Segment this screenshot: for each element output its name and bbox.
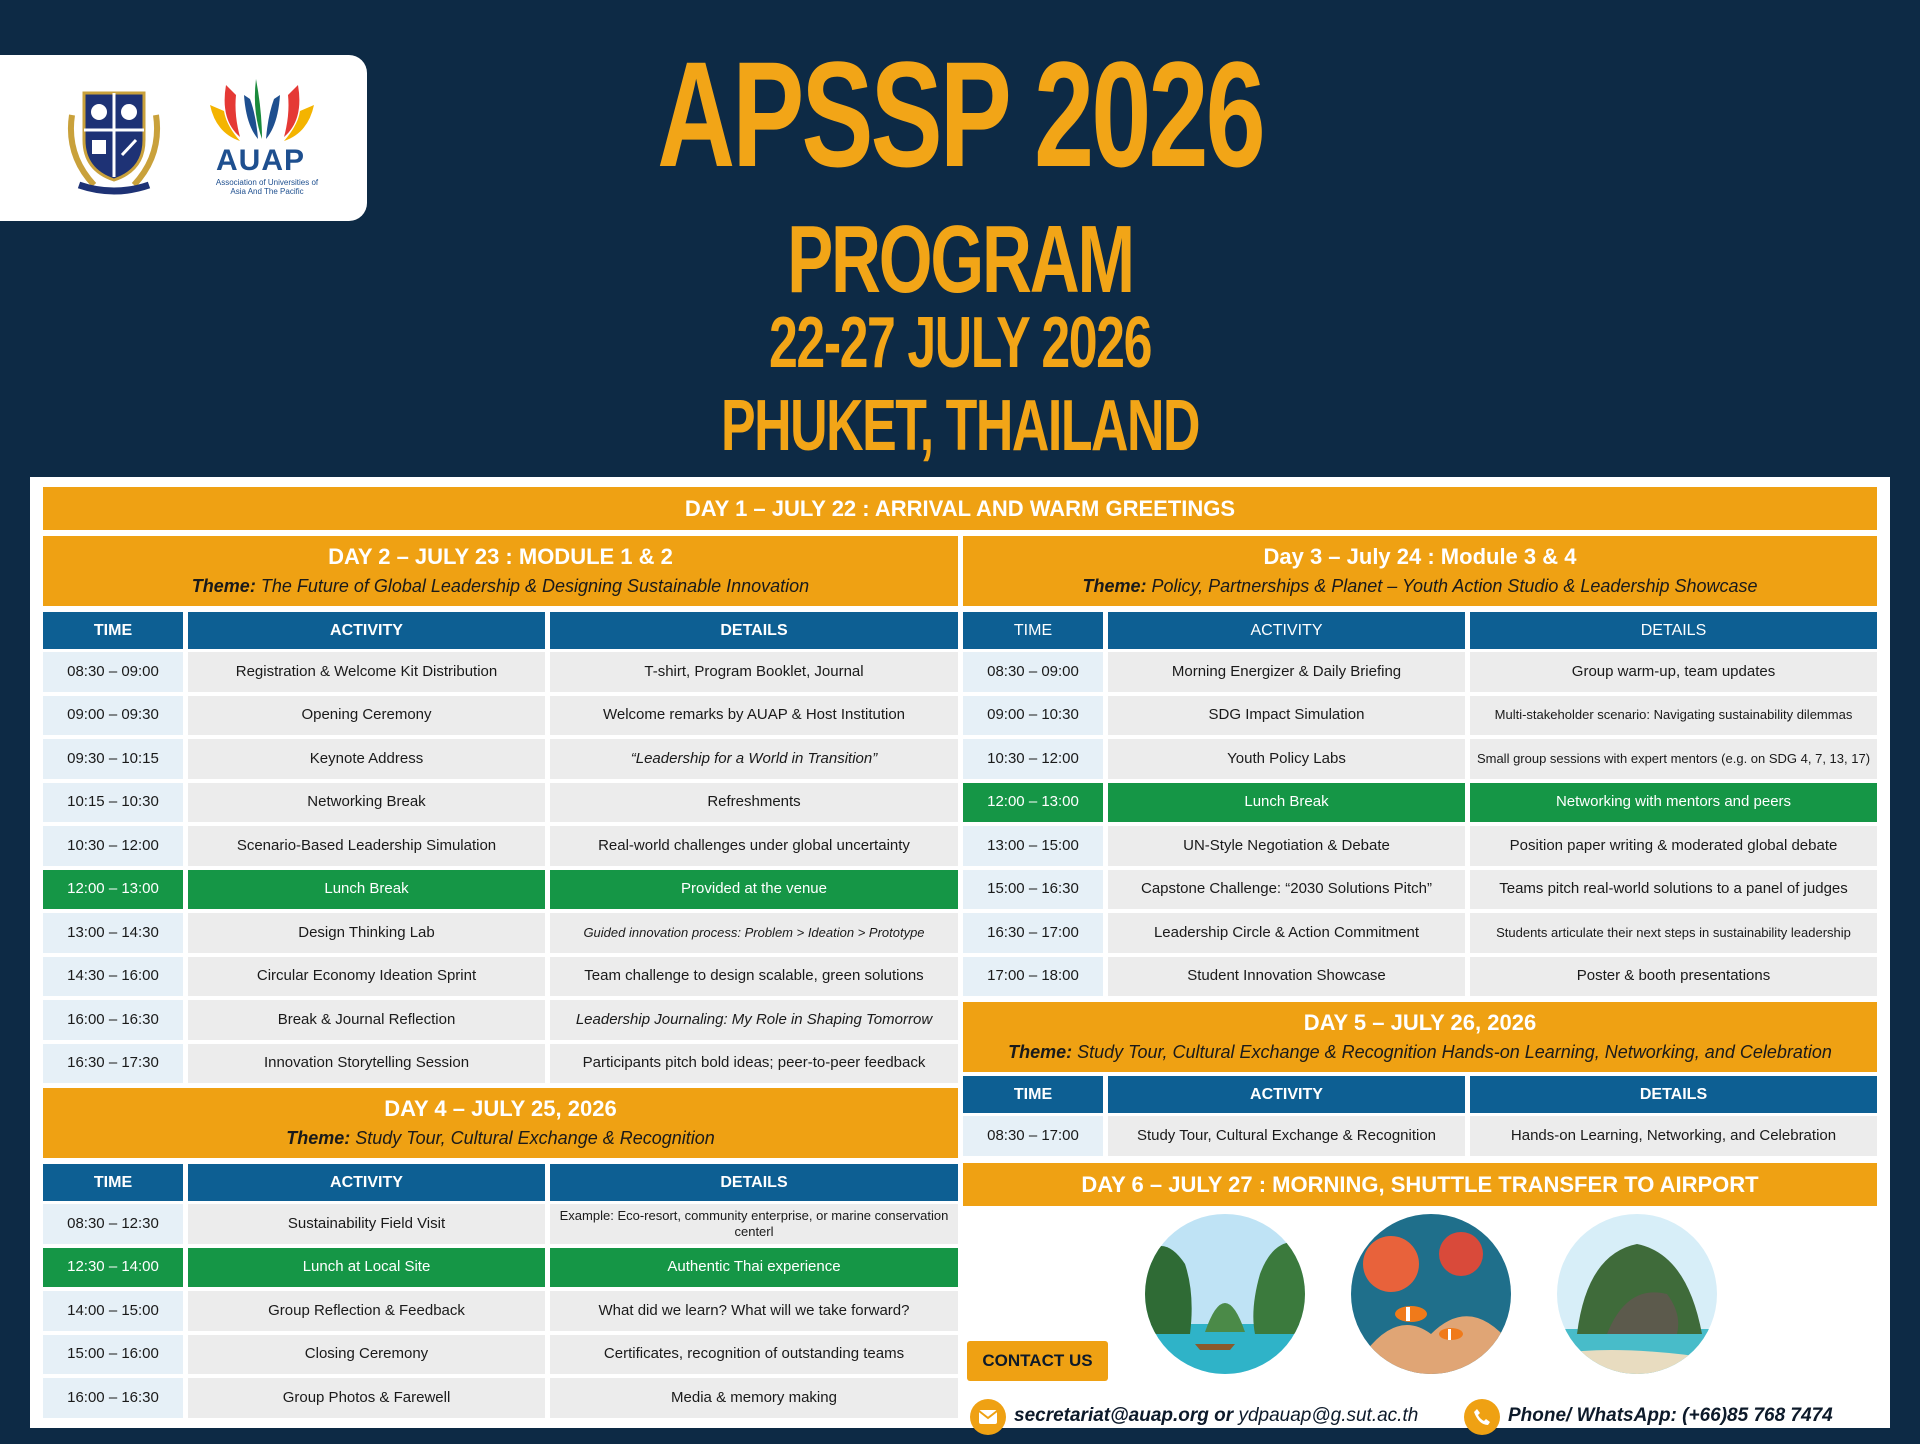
day2-row-details: Welcome remarks by AUAP & Host Institution bbox=[550, 696, 958, 736]
day4-row-activity: Closing Ceremony bbox=[188, 1335, 545, 1375]
island-bay-photo bbox=[1145, 1214, 1305, 1374]
day3-row-activity: Lunch Break bbox=[1108, 783, 1465, 823]
day2-row-activity: Break & Journal Reflection bbox=[188, 1000, 545, 1040]
day2-heading: DAY 2 – JULY 23 : MODULE 1 & 2 bbox=[328, 544, 673, 569]
day3-heading: Day 3 – July 24 : Module 3 & 4 bbox=[1263, 544, 1577, 569]
email-or: or bbox=[1214, 1405, 1234, 1426]
day3-row-activity: Youth Policy Labs bbox=[1108, 739, 1465, 779]
email-icon bbox=[970, 1399, 1006, 1435]
day3-row-time: 15:00 – 16:30 bbox=[963, 870, 1103, 910]
email-secondary[interactable]: ydpauap@g.sut.ac.th bbox=[1238, 1405, 1419, 1426]
day3-row-details: Networking with mentors and peers bbox=[1470, 783, 1877, 823]
day4-row-time: 16:00 – 16:30 bbox=[43, 1378, 183, 1418]
university-crest-icon bbox=[64, 85, 164, 197]
day2-row-time: 16:00 – 16:30 bbox=[43, 1000, 183, 1040]
day2-row-activity: Registration & Welcome Kit Distribution bbox=[188, 652, 545, 692]
day2-row-time: 10:15 – 10:30 bbox=[43, 783, 183, 823]
day6-heading: DAY 6 – JULY 27 : MORNING, SHUTTLE TRANSFER TO AIRPORT bbox=[1081, 1172, 1759, 1197]
day2-banner bbox=[43, 536, 958, 606]
day2-row-time: 10:30 – 12:00 bbox=[43, 826, 183, 866]
day3-row-details: Position paper writing & moderated global debate bbox=[1470, 826, 1877, 866]
day2-row-time: 14:30 – 16:00 bbox=[43, 957, 183, 997]
day2-row-details: Guided innovation process: Problem > Ideation > Prototype bbox=[550, 913, 958, 953]
day5-heading: DAY 5 – JULY 26, 2026 bbox=[1303, 1010, 1537, 1035]
event-dates: 22-27 JULY 2026 bbox=[769, 303, 1151, 383]
day6-banner bbox=[963, 1163, 1877, 1206]
day2-row-activity: Opening Ceremony bbox=[188, 696, 545, 736]
day2-header-activity: ACTIVITY bbox=[188, 612, 545, 649]
page-subtitle: PROGRAM bbox=[787, 206, 1133, 313]
day3-row-details: Students articulate their next steps in sustainability leadership bbox=[1470, 913, 1877, 953]
day4-row-activity: Sustainability Field Visit bbox=[188, 1204, 545, 1244]
day4-header-activity: ACTIVITY bbox=[188, 1164, 545, 1201]
day4-header-details: DETAILS bbox=[550, 1164, 958, 1201]
day2-row-time: 09:30 – 10:15 bbox=[43, 739, 183, 779]
day3-row-time: 17:00 – 18:00 bbox=[963, 957, 1103, 997]
day3-theme: Theme: Policy, Partnerships & Planet – Youth Action Studio & Leadership Showcase bbox=[1082, 576, 1758, 596]
day3-banner bbox=[963, 536, 1877, 606]
day2-row-time: 08:30 – 09:00 bbox=[43, 652, 183, 692]
day2-header-details: DETAILS bbox=[550, 612, 958, 649]
day2-row-details: Team challenge to design scalable, green solutions bbox=[550, 957, 958, 997]
day2-row-activity: Innovation Storytelling Session bbox=[188, 1044, 545, 1084]
coral-reef-photo bbox=[1351, 1214, 1511, 1374]
day2-row-time: 13:00 – 14:30 bbox=[43, 913, 183, 953]
day4-row-details: Authentic Thai experience bbox=[550, 1248, 958, 1288]
day5-header-activity: ACTIVITY bbox=[1108, 1076, 1465, 1113]
day4-row-activity: Group Reflection & Feedback bbox=[188, 1291, 545, 1331]
day4-row-activity: Lunch at Local Site bbox=[188, 1248, 545, 1288]
day3-row-activity: SDG Impact Simulation bbox=[1108, 696, 1465, 736]
day4-row-time: 12:30 – 14:00 bbox=[43, 1248, 183, 1288]
contact-phone[interactable]: Phone/ WhatsApp: (+66)85 768 7474 bbox=[1508, 1405, 1833, 1426]
contact-us-button[interactable]: CONTACT US bbox=[967, 1341, 1108, 1381]
day4-banner bbox=[43, 1088, 958, 1158]
day3-row-time: 16:30 – 17:00 bbox=[963, 913, 1103, 953]
day5-header-time: TIME bbox=[963, 1076, 1103, 1113]
day4-theme: Theme: Study Tour, Cultural Exchange & Recognition bbox=[286, 1128, 715, 1148]
day3-row-activity: Morning Energizer & Daily Briefing bbox=[1108, 652, 1465, 692]
day5-row-details: Hands-on Learning, Networking, and Celebration bbox=[1470, 1116, 1877, 1156]
day5-row-activity: Study Tour, Cultural Exchange & Recognition bbox=[1108, 1116, 1465, 1156]
day2-row-details: T-shirt, Program Booklet, Journal bbox=[550, 652, 958, 692]
day4-header-time: TIME bbox=[43, 1164, 183, 1201]
limestone-island-photo bbox=[1557, 1214, 1717, 1374]
day3-row-activity: Leadership Circle & Action Commitment bbox=[1108, 913, 1465, 953]
day3-row-details: Multi-stakeholder scenario: Navigating sustainability dilemmas bbox=[1470, 696, 1877, 736]
day2-row-activity: Circular Economy Ideation Sprint bbox=[188, 957, 545, 997]
day5-theme: Theme: Study Tour, Cultural Exchange & Recognition Hands-on Learning, Networking, and Celebration bbox=[1008, 1042, 1832, 1062]
day3-row-time: 10:30 – 12:00 bbox=[963, 739, 1103, 779]
day3-row-time: 13:00 – 15:00 bbox=[963, 826, 1103, 866]
day3-row-activity: UN-Style Negotiation & Debate bbox=[1108, 826, 1465, 866]
auap-logo-subtitle: Association of Universities of Asia And The Pacific bbox=[215, 178, 319, 196]
day4-heading: DAY 4 – JULY 25, 2026 bbox=[384, 1096, 617, 1121]
day5-row-time: 08:30 – 17:00 bbox=[963, 1116, 1103, 1156]
day3-row-details: Group warm-up, team updates bbox=[1470, 652, 1877, 692]
day4-row-activity: Group Photos & Farewell bbox=[188, 1378, 545, 1418]
day2-row-details: “Leadership for a World in Transition” bbox=[550, 739, 958, 779]
day3-row-time: 09:00 – 10:30 bbox=[963, 696, 1103, 736]
day2-row-activity: Design Thinking Lab bbox=[188, 913, 545, 953]
day3-row-time: 08:30 – 09:00 bbox=[963, 652, 1103, 692]
day4-row-details: What did we learn? What will we take forward? bbox=[550, 1291, 958, 1331]
day2-row-time: 16:30 – 17:30 bbox=[43, 1044, 183, 1084]
day4-row-time: 15:00 – 16:00 bbox=[43, 1335, 183, 1375]
phone-icon bbox=[1464, 1399, 1500, 1435]
day3-row-details: Teams pitch real-world solutions to a panel of judges bbox=[1470, 870, 1877, 910]
day3-header-time: TIME bbox=[963, 612, 1103, 649]
day2-row-activity: Networking Break bbox=[188, 783, 545, 823]
day4-row-time: 08:30 – 12:30 bbox=[43, 1204, 183, 1244]
day4-row-details: Certificates, recognition of outstanding teams bbox=[550, 1335, 958, 1375]
day1-heading: DAY 1 – JULY 22 : ARRIVAL AND WARM GREETINGS bbox=[684, 496, 1236, 521]
day2-row-activity: Lunch Break bbox=[188, 870, 545, 910]
day2-header-time: TIME bbox=[43, 612, 183, 649]
day5-header-details: DETAILS bbox=[1470, 1076, 1877, 1113]
day3-row-activity: Capstone Challenge: “2030 Solutions Pitch” bbox=[1108, 870, 1465, 910]
day3-header-activity: ACTIVITY bbox=[1108, 612, 1465, 649]
day3-row-details: Small group sessions with expert mentors (e.g. on SDG 4, 7, 13, 17) bbox=[1470, 739, 1877, 779]
page-title: APSSP 2026 bbox=[657, 30, 1263, 198]
day3-row-activity: Student Innovation Showcase bbox=[1108, 957, 1465, 997]
day2-row-time: 09:00 – 09:30 bbox=[43, 696, 183, 736]
program-panel bbox=[30, 477, 1890, 1428]
email-primary[interactable]: secretariat@auap.org bbox=[1014, 1405, 1209, 1426]
day3-row-time: 12:00 – 13:00 bbox=[963, 783, 1103, 823]
day2-row-details: Leadership Journaling: My Role in Shaping Tomorrow bbox=[550, 1000, 958, 1040]
day4-row-time: 14:00 – 15:00 bbox=[43, 1291, 183, 1331]
day2-row-details: Refreshments bbox=[550, 783, 958, 823]
day2-row-time: 12:00 – 13:00 bbox=[43, 870, 183, 910]
day1-banner bbox=[43, 487, 1877, 530]
day3-row-details: Poster & booth presentations bbox=[1470, 957, 1877, 997]
day2-row-details: Provided at the venue bbox=[550, 870, 958, 910]
contact-email bbox=[1014, 1405, 1418, 1427]
day2-theme: Theme: The Future of Global Leadership & Designing Sustainable Innovation bbox=[191, 576, 810, 596]
event-location: PHUKET, THAILAND bbox=[720, 386, 1200, 466]
day3-header-details: DETAILS bbox=[1470, 612, 1877, 649]
day2-row-details: Real-world challenges under global uncertainty bbox=[550, 826, 958, 866]
day2-row-details: Participants pitch bold ideas; peer-to-peer feedback bbox=[550, 1044, 958, 1084]
auap-logo-text: AUAP bbox=[216, 144, 306, 177]
day2-row-activity: Keynote Address bbox=[188, 739, 545, 779]
day4-row-details: Example: Eco-resort, community enterprise, or marine conservation centerl bbox=[550, 1204, 958, 1244]
day2-row-activity: Scenario-Based Leadership Simulation bbox=[188, 826, 545, 866]
day5-banner bbox=[963, 1002, 1877, 1072]
day4-row-details: Media & memory making bbox=[550, 1378, 958, 1418]
